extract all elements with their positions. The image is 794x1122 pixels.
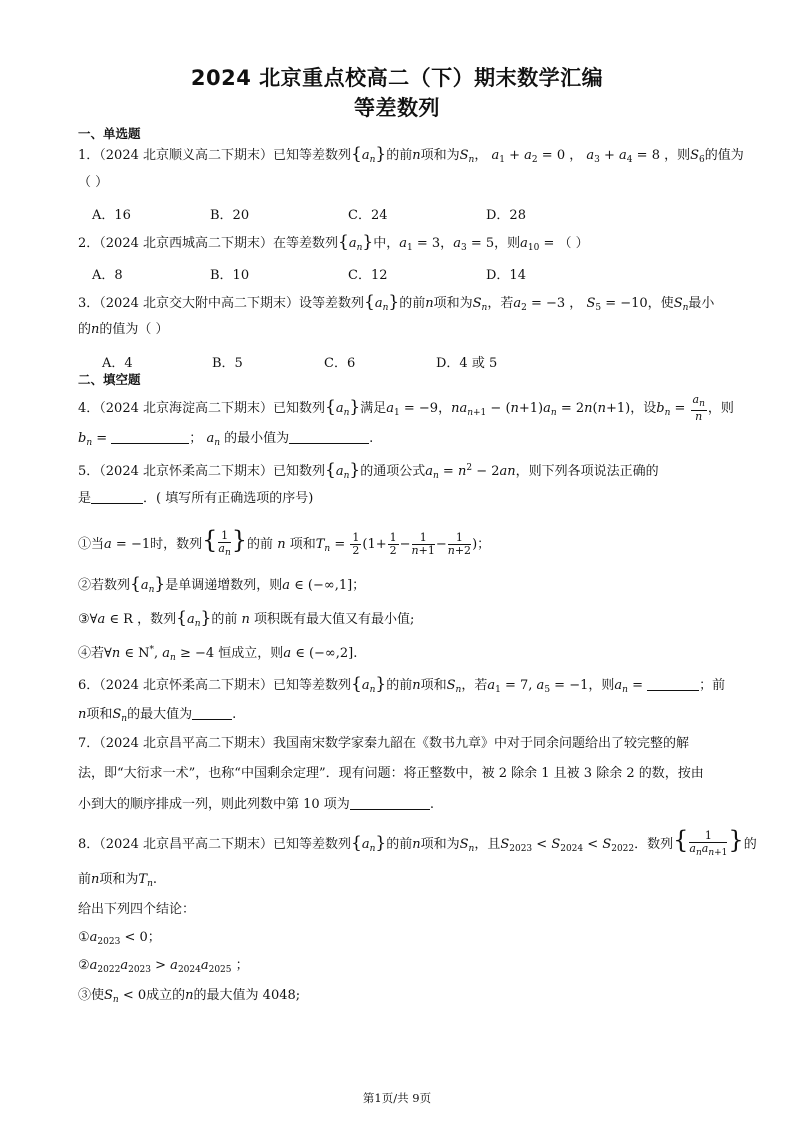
q3-option-c[interactable]: C．6 [324, 356, 356, 371]
q4-blank-1[interactable] [111, 430, 189, 444]
q5-statement-2: ②若数列$\{a_n\}$是单调递增数列，则a ∈ (−∞,1]； [78, 574, 366, 595]
q6-blank-1[interactable] [647, 677, 699, 691]
question-7-line-1: 7．（2024 北京昌平高二下期末）我国南宋数学家秦九韶在《数书九章》中对于同余问题给出了较完整的解 [78, 736, 689, 751]
q7-blank[interactable] [350, 796, 430, 810]
section-heading-single-choice: 一、单选题 [78, 126, 141, 141]
q8-conclusion-3: ③使$S_n < 0$成立的n的最大值为 4048; [78, 988, 301, 1005]
q1-option-c[interactable]: C．24 [348, 208, 388, 223]
q1-option-a[interactable]: A．16 [92, 208, 131, 223]
q5-blank[interactable] [91, 490, 143, 504]
q5-statement-3: ③∀a ∈ R ，数列$\{a_n\}$的前 n 项积既有最大值又有最小值; [78, 608, 415, 629]
section-heading-fill-in: 二、填空题 [78, 372, 141, 387]
q2-option-d[interactable]: D．14 [486, 268, 526, 283]
q4-blank-2[interactable] [289, 430, 369, 444]
question-3-text: 3．（2024 北京交大附中高二下期末）设等差数列$\{a_n\}$的前n项和为$S_n$，若$a_2 = -3$ ， $S_5 = -10$，使$S_n$最小 [78, 292, 715, 313]
question-7-line-3: 小到大的顺序排成一列，则此列数中第 10 项为 . [78, 797, 434, 812]
question-8-text-cont: 前n项和为$T_n$. [78, 872, 158, 889]
document-subtitle: 等差数列 [354, 96, 440, 120]
question-7-line-2: 法，即“大衍求一术”，也称“中国剩余定理”．现有问题：将正整数中，被 2 除余 1 且被 3 除余 2 的数，按由 [78, 766, 704, 781]
question-8-text: 8．（2024 北京昌平高二下期末）已知等差数列$\{a_n\}$的前n项和为$S_n$，且$S_{2023} < S_{2024} < S_{2022}$．数列{ $\frac{1}{a_na_{n+1}}$ }的 [78, 826, 757, 858]
q2-option-a[interactable]: A．8 [92, 268, 123, 283]
question-4-blanks: $b_n$ = ； $a_n$ 的最小值为 . [78, 431, 374, 448]
question-5-text: 5．（2024 北京怀柔高二下期末）已知数列$\{a_n\}$的通项公式$a_n = n^2 - 2an$，则下列各项说法正确的 [78, 460, 659, 481]
q3-option-d[interactable]: D．4 或 5 [436, 356, 498, 371]
q3-option-b[interactable]: B．5 [212, 356, 243, 371]
q5-statement-4: ④若∀n ∈ N*, $a_n \ge -4$ 恒成立，则a ∈ (−∞,2]. [78, 645, 358, 663]
q5-statement-1: ①当a = −1时，数列{ $\frac{1}{a_n}$ }的前 n 项和$T_n$ = $\frac{1}{2}$ (1+ $\frac{1}{2}$ − $\frac{1}{n+1}$ − $\frac{1}{n+2}$ )； [78, 526, 491, 558]
document-title: 2024 北京重点校高二（下）期末数学汇编 [190, 66, 604, 90]
question-5-text-cont: 是 ．( 填写所有正确选项的序号) [78, 491, 314, 506]
question-6-text-cont: n项和$S_n$的最大值为 . [78, 707, 237, 724]
question-8-intro: 给出下列四个结论： [78, 902, 196, 917]
question-1-bracket: （ ） [78, 175, 109, 190]
question-4-text: 4．（2024 北京海淀高二下期末）已知数列$\{a_n\}$满足$a_1 = -9$，$na_{n+1} - (n+1)a_n = 2n(n+1)$，设$b_n$ = $\frac{a_n}{n}$ ，则 [78, 393, 734, 423]
q2-option-c[interactable]: C．12 [348, 268, 388, 283]
q6-blank-2[interactable] [192, 706, 232, 720]
question-3-text-cont: 的n的值为（ ） [78, 322, 169, 337]
question-6-text: 6．（2024 北京怀柔高二下期末）已知等差数列$\{a_n\}$的前n项和$S_n$，若$a_1 = 7$, $a_5 = -1$，则$a_n$ = ；前 [78, 674, 726, 695]
q2-option-b[interactable]: B．10 [210, 268, 250, 283]
page-footer: 第1页/共 9页 [362, 1091, 432, 1105]
question-1-text: 1．（2024 北京顺义高二下期末）已知等差数列$\{a_n\}$的前n项和为$S_n$， $a_1 + a_2 = 0$ ， $a_3 + a_4 = 8$ ，则$S_6$的值为 [78, 144, 744, 165]
q1-option-d[interactable]: D．28 [486, 208, 526, 223]
q8-conclusion-1: $①a_{2023} < 0$； [78, 930, 161, 947]
question-2-text: 2．（2024 北京西城高二下期末）在等差数列$\{a_n\}$中，$a_1 = 3$，$a_3 = 5$，则$a_{10}$ = （ ） [78, 232, 589, 253]
q8-conclusion-2: $②a_{2022}a_{2023} > a_{2024}a_{2025}$ ； [78, 958, 249, 975]
q3-option-a[interactable]: A．4 [102, 356, 133, 371]
q1-option-b[interactable]: B．20 [210, 208, 250, 223]
